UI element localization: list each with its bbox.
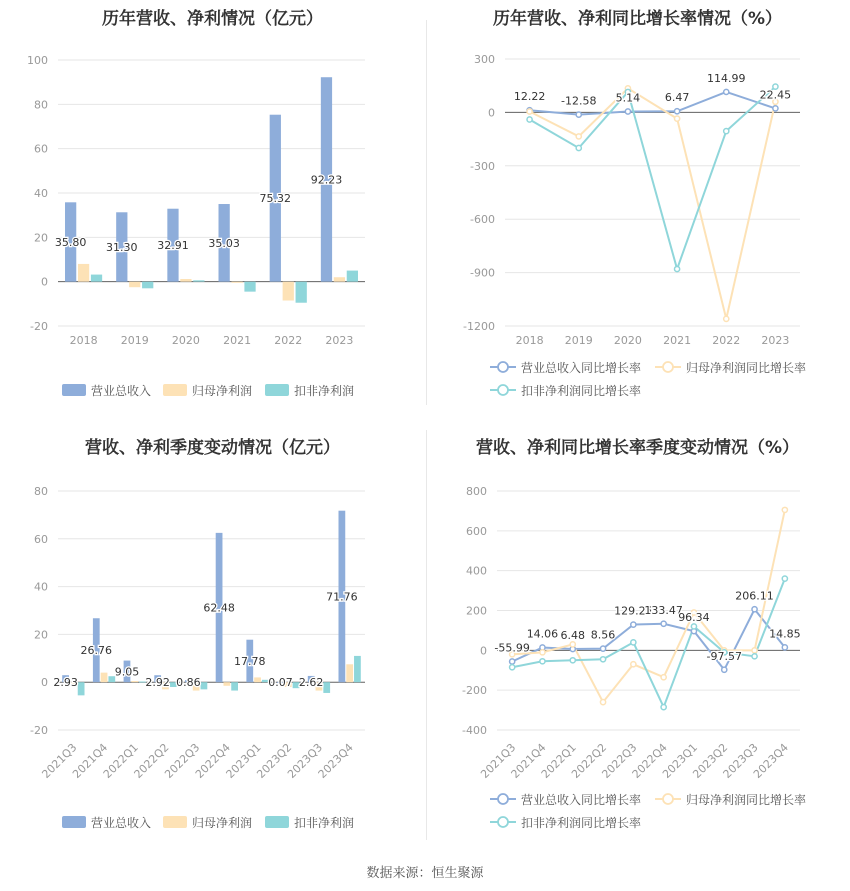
point-1: [752, 607, 757, 612]
data-label: 5.14: [615, 91, 641, 105]
legend-item: [490, 383, 641, 398]
x-tick-label: 2022: [712, 334, 741, 347]
vertical-divider: [426, 20, 427, 405]
point-2: [752, 648, 757, 653]
y-tick-label: -900: [470, 266, 495, 280]
series-line-2: [530, 88, 776, 319]
point-3: [782, 576, 787, 581]
y-tick-label: 60: [34, 532, 48, 546]
point-3: [691, 624, 696, 629]
point-3: [661, 704, 666, 709]
y-tick-label: 400: [466, 564, 487, 578]
x-tick-label: 2022Q1: [538, 740, 579, 781]
chart-title: 营收、净利季度变动情况（亿元）: [85, 438, 340, 458]
legend-item: [655, 360, 806, 375]
legend-label: 归母净利润: [192, 384, 253, 398]
data-label: 35.03: [208, 236, 240, 250]
data-label: 12.22: [513, 90, 546, 104]
data-label: 32.91: [157, 239, 189, 253]
data-label: 129.25: [614, 604, 653, 618]
legend-label: 归母净利润同比增长率: [686, 361, 807, 375]
panel-annual-growth-rate: [425, 0, 850, 410]
point-3: [510, 665, 515, 670]
y-tick-label: -400: [462, 724, 487, 737]
bar-3: [354, 656, 361, 682]
x-tick-label: 2021: [663, 334, 692, 347]
point-2: [674, 116, 679, 121]
legend-item: [490, 360, 641, 375]
data-label: 96.34: [678, 611, 710, 625]
data-label: -97.57: [706, 649, 742, 663]
point-3: [631, 640, 636, 645]
legend-label: 营业总收入: [91, 384, 152, 398]
data-label: 35.80: [54, 235, 87, 249]
legend-item: [265, 815, 354, 830]
chart-quarterly-growth-rate: [425, 425, 850, 845]
vertical-divider: [426, 430, 427, 840]
legend-label: 扣非净利润: [294, 816, 355, 830]
legend-label: 营业总收入: [91, 816, 152, 830]
data-label: 26.76: [80, 644, 113, 658]
y-tick-label: 0: [480, 644, 487, 658]
y-tick-label: 0: [488, 106, 495, 120]
point-2: [724, 316, 729, 321]
legend-swatch: [265, 384, 289, 396]
data-label: 2.93: [53, 676, 78, 690]
x-tick-label: 2022Q4: [629, 740, 670, 781]
x-tick-label: 2021Q4: [508, 740, 549, 781]
data-label: 0.86: [176, 676, 201, 690]
point-3: [527, 117, 532, 122]
legend-item: [62, 383, 151, 398]
x-tick-label: 2022Q3: [599, 740, 640, 781]
y-tick-label: -200: [462, 684, 487, 698]
chart-quarterly-revenue-profit: [0, 425, 425, 845]
legend-item: [490, 815, 641, 830]
y-tick-label: 200: [466, 604, 487, 618]
x-tick-label: 2022Q3: [162, 740, 203, 781]
y-tick-label: -20: [30, 320, 48, 333]
bar-2: [223, 682, 230, 686]
panel-annual-revenue-profit: [0, 0, 425, 410]
point-3: [570, 658, 575, 663]
point-2: [576, 134, 581, 139]
chart-title: 营收、净利同比增长率季度变动情况（%）: [475, 438, 800, 458]
legend-item: [655, 792, 806, 807]
legend-swatch: [163, 384, 187, 396]
bar-2: [78, 264, 89, 282]
y-tick-label: 800: [466, 485, 487, 498]
bar-3: [193, 280, 204, 281]
y-tick-label: -600: [470, 213, 495, 227]
bar-3: [91, 275, 102, 282]
legend-item: [265, 383, 354, 398]
x-tick-label: 2020: [171, 334, 200, 347]
bar-2: [283, 282, 294, 301]
bar-2: [180, 279, 191, 282]
legend-label: 归母净利润同比增长率: [686, 793, 807, 807]
y-tick-label: -300: [470, 159, 495, 173]
bar-3: [244, 282, 255, 292]
legend-swatch: [163, 816, 187, 828]
point-3: [674, 266, 679, 271]
x-tick-label: 2019: [120, 334, 149, 347]
point-2: [570, 642, 575, 647]
bar-3: [201, 682, 208, 689]
bar-2: [129, 282, 140, 288]
point-3: [540, 659, 545, 664]
legend-marker: [498, 385, 508, 395]
y-tick-label: 0: [41, 676, 48, 690]
point-1: [722, 667, 727, 672]
legend-marker: [498, 817, 508, 827]
point-2: [782, 507, 787, 512]
data-label: 114.99: [707, 71, 746, 85]
data-label: 75.32: [259, 192, 292, 206]
y-tick-label: 20: [34, 231, 48, 245]
x-tick-label: 2023: [761, 334, 790, 347]
legend-item: [62, 815, 151, 830]
legend-label: 扣非净利润同比增长率: [521, 816, 642, 830]
point-2: [527, 109, 532, 114]
bar-3: [323, 682, 330, 693]
point-1: [661, 621, 666, 626]
legend-label: 归母净利润: [192, 816, 253, 830]
point-1: [724, 89, 729, 94]
point-1: [576, 112, 581, 117]
legend-marker: [663, 362, 673, 372]
x-tick-label: 2022Q4: [192, 740, 233, 781]
x-tick-label: 2022Q2: [131, 740, 172, 781]
point-2: [631, 662, 636, 667]
x-tick-label: 2023Q1: [660, 740, 701, 781]
bar-2: [346, 664, 353, 682]
data-label: 14.06: [526, 627, 559, 641]
point-3: [752, 654, 757, 659]
x-tick-label: 2023Q1: [223, 740, 264, 781]
point-2: [661, 675, 666, 680]
point-3: [576, 145, 581, 150]
data-label: 22.45: [759, 88, 792, 102]
x-tick-label: 2022: [274, 334, 303, 347]
x-tick-label: 2022Q1: [100, 740, 141, 781]
bar-3: [78, 682, 85, 695]
legend-item: [490, 792, 641, 807]
legend-swatch: [62, 384, 86, 396]
y-tick-label: 100: [27, 54, 48, 67]
data-label: 92.23: [310, 173, 343, 187]
data-label: 9.05: [114, 665, 140, 679]
x-tick-label: 2023Q4: [315, 740, 356, 781]
point-1: [631, 622, 636, 627]
bar-3: [347, 271, 358, 282]
x-tick-label: 2019: [564, 334, 593, 347]
legend-marker: [498, 794, 508, 804]
point-1: [773, 106, 778, 111]
y-tick-label: -20: [30, 724, 48, 737]
y-tick-label: 40: [34, 580, 48, 594]
y-tick-label: 80: [34, 485, 48, 498]
data-label: -55.99: [494, 641, 530, 655]
x-tick-label: 2021Q3: [39, 740, 80, 781]
data-label: 2.62: [298, 676, 324, 690]
y-tick-label: 60: [34, 142, 48, 156]
bar-3: [296, 282, 307, 303]
data-label: 6.47: [664, 91, 690, 105]
bar-2: [131, 681, 138, 682]
panel-quarterly-growth-rate: [425, 425, 850, 845]
data-label: 31.30: [106, 240, 138, 254]
y-tick-label: -1200: [463, 320, 495, 333]
legend-item: [163, 383, 252, 398]
y-tick-label: 0: [41, 275, 48, 289]
point-1: [674, 109, 679, 114]
data-label: 14.85: [769, 627, 801, 641]
x-tick-label: 2021Q3: [478, 740, 519, 781]
data-label: 17.78: [234, 654, 266, 668]
bar-2: [101, 673, 108, 683]
point-2: [540, 650, 545, 655]
legend-swatch: [265, 816, 289, 828]
data-label: 71.76: [326, 590, 358, 604]
legend-label: 营业总收入同比增长率: [521, 361, 642, 375]
x-tick-label: 2018: [515, 334, 544, 347]
point-3: [600, 657, 605, 662]
chart-annual-revenue-profit: [0, 0, 425, 410]
legend-item: [163, 815, 252, 830]
x-tick-label: 2023Q4: [750, 740, 791, 781]
point-1: [510, 659, 515, 664]
panel-quarterly-revenue-profit: [0, 425, 425, 845]
data-source: 数据来源：恒生聚源: [366, 866, 484, 881]
data-label: 8.56: [590, 628, 616, 642]
x-tick-label: 2018: [69, 334, 98, 347]
x-tick-label: 2023Q3: [285, 740, 326, 781]
legend-marker: [498, 362, 508, 372]
legend-label: 扣非净利润: [294, 384, 355, 398]
x-tick-label: 2023Q2: [690, 740, 731, 781]
point-3: [724, 128, 729, 133]
data-label: 6.48: [560, 629, 585, 643]
y-tick-label: 600: [466, 524, 487, 538]
bar-3: [142, 282, 153, 289]
point-1: [782, 645, 787, 650]
data-label: -12.58: [561, 94, 597, 108]
x-tick-label: 2023: [325, 334, 354, 347]
x-tick-label: 2021: [223, 334, 252, 347]
y-tick-label: 80: [34, 98, 48, 112]
point-1: [625, 109, 630, 114]
point-1: [600, 646, 605, 651]
x-tick-label: 2023Q2: [254, 740, 295, 781]
x-tick-label: 2020: [613, 334, 642, 347]
chart-annual-growth-rate: [425, 0, 850, 410]
data-label: 206.11: [735, 589, 774, 603]
x-tick-label: 2021Q4: [70, 740, 111, 781]
data-label: 0.07: [268, 676, 293, 690]
y-tick-label: 300: [474, 53, 495, 66]
data-label: 133.47: [644, 603, 683, 617]
legend-marker: [663, 794, 673, 804]
bar-2: [231, 282, 242, 283]
x-tick-label: 2023Q3: [720, 740, 761, 781]
legend-label: 扣非净利润同比增长率: [521, 384, 642, 398]
legend-swatch: [62, 816, 86, 828]
chart-title: 历年营收、净利情况（亿元）: [102, 9, 323, 29]
x-tick-label: 2022Q2: [569, 740, 610, 781]
legend-label: 营业总收入同比增长率: [521, 793, 642, 807]
bar-2: [334, 277, 345, 281]
chart-title: 历年营收、净利同比增长率情况（%）: [492, 9, 783, 29]
y-tick-label: 40: [34, 187, 48, 200]
point-2: [600, 700, 605, 705]
y-tick-label: 20: [34, 628, 48, 642]
bar-3: [231, 682, 238, 690]
data-label: 2.92: [145, 676, 170, 690]
bar-2: [254, 677, 261, 682]
data-label: 62.48: [203, 601, 235, 615]
